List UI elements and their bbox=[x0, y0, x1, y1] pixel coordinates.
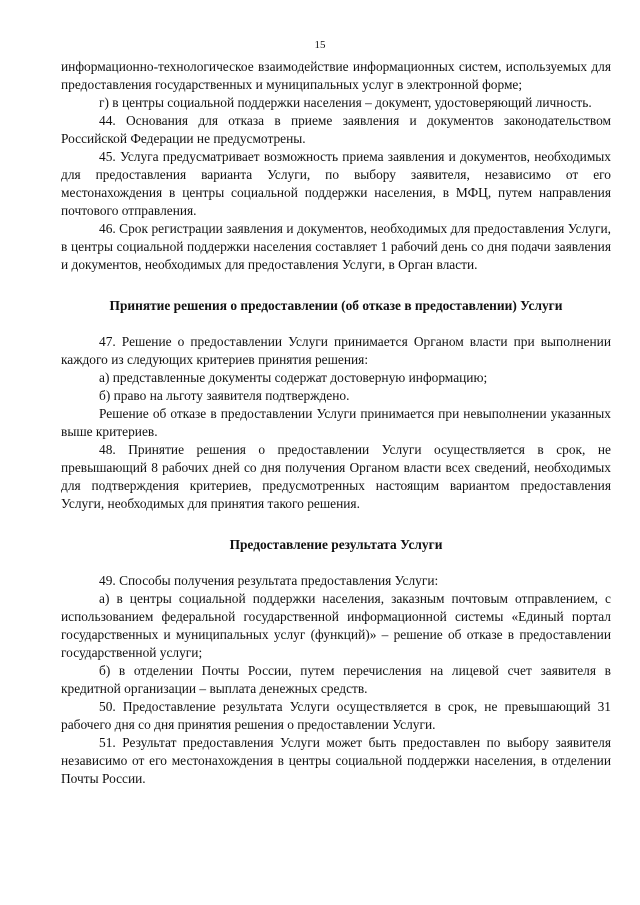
paragraph: 45. Услуга предусматривает возможность приема заявления и документов, необходимых для предоставления варианта Услуги, по выбору заявителя, независимо от его местонахождения в центры социальной поддержки населения, в МФЦ, путем направления почтового отправления. bbox=[61, 149, 611, 218]
section-heading: Принятие решения о предоставлении (об отказе в предоставлении) Услуги bbox=[109, 298, 563, 313]
paragraph: 46. Срок регистрации заявления и документов, необходимых для предоставления Услуги, в центры социальной поддержки населения составляет 1 рабочий день со дня подачи заявления и документов, необходимых для предоставления Услуги, в Орган власти. bbox=[61, 221, 611, 272]
paragraph: а) представленные документы содержат достоверную информацию; bbox=[99, 370, 488, 385]
paragraph: 47. Решение о предоставлении Услуги принимается Органом власти при выполнении каждого из следующих критериев принятия решения: bbox=[61, 334, 611, 367]
paragraph: 50. Предоставление результата Услуги осуществляется в срок, не превышающий 31 рабочего дня со дня принятия решения о предоставлении Услуги. bbox=[61, 699, 611, 732]
paragraph: информационно-технологическое взаимодействие информационных систем, используемых для предоставления государственных и муниципальных услуг в электронной форме; bbox=[61, 59, 611, 92]
paragraph: 49. Способы получения результата предоставления Услуги: bbox=[99, 573, 439, 588]
page-number: 15 bbox=[314, 39, 326, 51]
paragraph: г) в центры социальной поддержки населения – документ, удостоверяющий личность. bbox=[99, 95, 592, 110]
document-body bbox=[61, 58, 611, 788]
section-heading: Предоставление результата Услуги bbox=[229, 537, 443, 552]
paragraph: 44. Основания для отказа в приеме заявления и документов законодательством Российской Федерации не предусмотрены. bbox=[61, 113, 611, 146]
paragraph: б) право на льготу заявителя подтверждено. bbox=[99, 388, 350, 403]
paragraph: 51. Результат предоставления Услуги может быть предоставлен по выбору заявителя независимо от его местонахождения в центры социальной поддержки населения, в отделении Почты России. bbox=[61, 735, 611, 786]
paragraph: 48. Принятие решения о предоставлении Услуги осуществляется в срок, не превышающий 8 рабочих дней со дня получения Органом власти всех сведений, необходимых для подтверждения критериев, предусмотренных настоящим вариантом предоставления Услуги, необходимых для принятия такого решения. bbox=[61, 442, 611, 511]
paragraph: Решение об отказе в предоставлении Услуги принимается при невыполнении указанных выше критериев. bbox=[61, 406, 611, 439]
paragraph: а) в центры социальной поддержки населения, заказным почтовым отправлением, с использованием федеральной государственной информационной системы «Единый портал государственных и муниципальных услуг (функций)» – решение об отказе в предоставлении государственной услуги; bbox=[61, 591, 611, 660]
paragraph: б) в отделении Почты России, путем перечисления на лицевой счет заявителя в кредитной организации – выплата денежных средств. bbox=[61, 663, 611, 696]
